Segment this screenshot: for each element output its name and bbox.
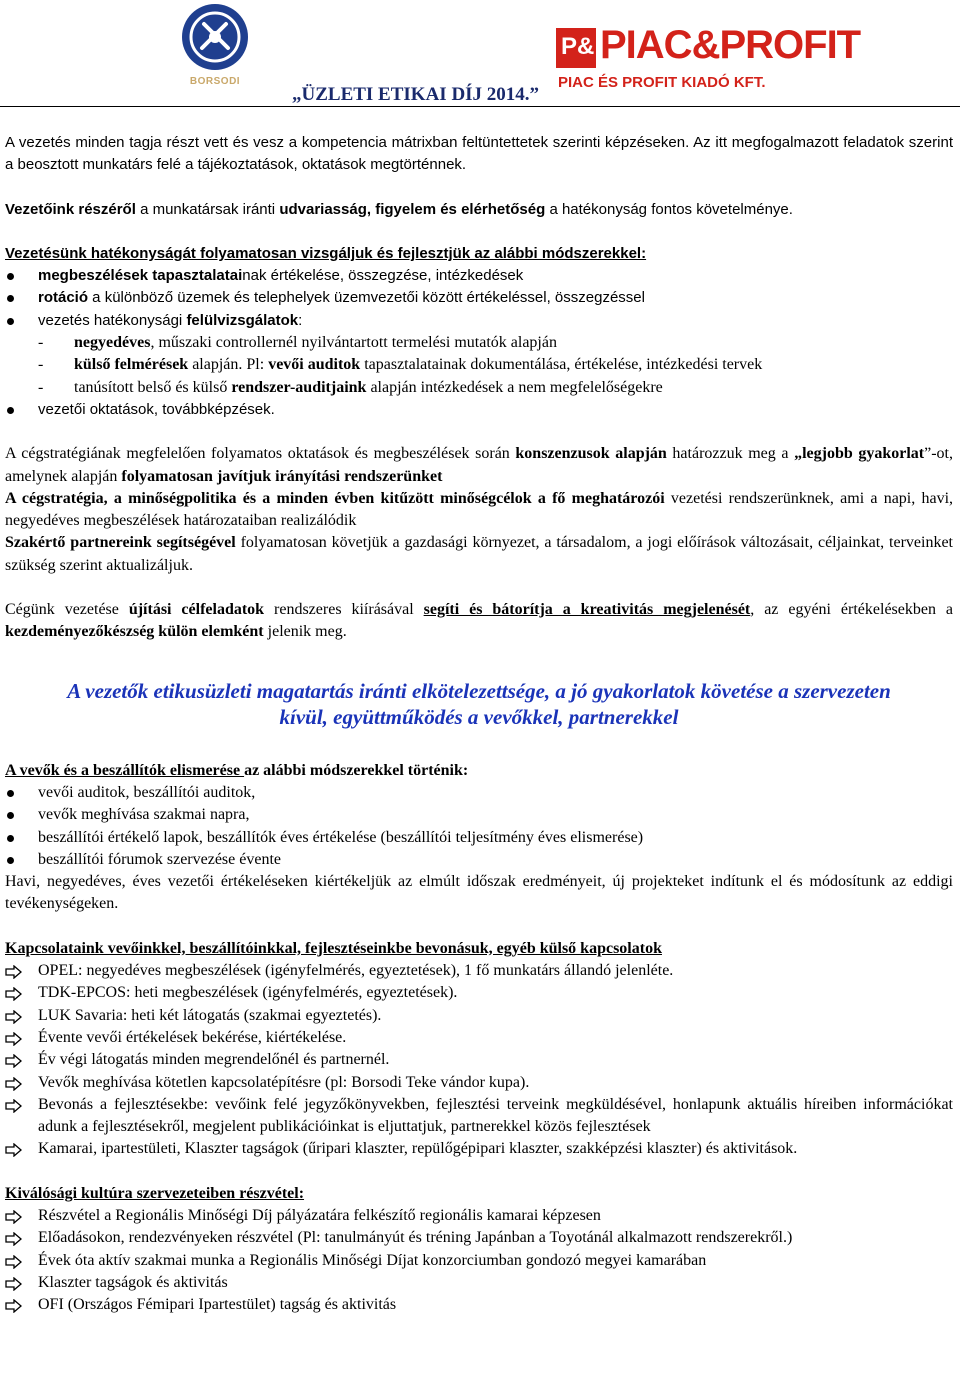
section-recognition-title: A vevők és a beszállítók elismerése az alábbi módszerekkel történik: [5, 761, 469, 779]
paragraph-innovation: Cégünk vezetése újítási célfeladatok rendszeres kiírásával segíti és bátorítja a kreativitás megjelenését, az egyéni értékelésekben a kezdeményezőkészség külön elemként jelenik meg. [5, 601, 954, 641]
recognition-list [5, 782, 953, 871]
section-excellence-title: Kiválósági kultúra szervezeteiben részvétel: [5, 1184, 305, 1202]
document-body [5, 132, 953, 1316]
list-item: megbeszélések tapasztalatainak értékelése, összegzése, intézkedések [5, 265, 953, 287]
list-item: vevői auditok, beszállítói auditok, [5, 782, 953, 804]
list-item: - tanúsított belső és külső rendszer-auditjaink alapján intézkedések a nem megfelelőségekre [38, 378, 663, 396]
paragraph-evaluation: Havi, negyedéves, éves vezetői értékeléseken kiértékeljük az elmúlt időszak eredményeit, új projekteket indítunk el és módosítunk az eddigi tevékenységeken. [5, 873, 953, 913]
paragraph-partners: Szakértő partnereink segítségével folyamatosan követjük a gazdasági környezet, a társadalom, a jogi előírások változásait, céljainkat, terveinket szükség szerint aktualizáljuk. [5, 534, 953, 574]
list-item: Vevők meghívása kötetlen kapcsolatépítésre (pl: Borsodi Teke vándor kupa). [5, 1072, 953, 1094]
excellence-list [5, 1205, 953, 1316]
list-item: Évente vevői értékelések bekérése, kiértékelése. [5, 1027, 953, 1049]
list-item: Bevonás a fejlesztésekbe: vevőink felé jegyzőkönyvekben, fejlesztési terveink megküldésével, honlapunk aktuális híreiben információkat adunk a fejlesztésekről, megjelent publikációinkat is eljuttatjuk, partnerekkel közös fejlesztések [5, 1094, 953, 1139]
arrow-right-icon [5, 1298, 23, 1320]
paragraph-courtesy: Vezetőink részéről a munkatársak iránti udvariasság, figyelem és elérhetőség a hatékonyság fontos követelménye. [5, 200, 793, 218]
paragraph-quality-goals: A cégstratégia, a minőségpolitika és a minden évben kitűzött minőségcélok a fő meghatározói vezetési rendszerünknek, ami a napi, havi, negyedéves megbeszélések határozataiban realizálódik [5, 489, 954, 530]
list-item: Kamarai, ipartestületi, Klaszter tagságok (űripari klaszter, repülőgépipari klaszter, szakképzési klaszter) és aktivitások. [5, 1138, 953, 1160]
list-item: LUK Savaria: heti két látogatás (szakmai egyeztetés). [5, 1005, 953, 1027]
list-item: Klaszter tagságok és aktivitás [5, 1272, 953, 1294]
piac-profit-name: PIAC&PROFIT [600, 23, 861, 67]
paragraph-training: A vezetés minden tagja részt vett és vesz a kompetencia mátrixban feltüntettetek szerinti képzéseken. Az itt megfogalmazott feladatok szerint a beosztott munkatárs felé a tájékoztatások, oktatások megtörténnek. [5, 134, 953, 174]
page-header [0, 0, 960, 112]
section-heading: A vezetők etikusüzleti magatartás iránti elkötelezettsége, a jó gyakorlatok követése a szervezeten kívül, együttműködés a vevőkkel, partnerekkel [67, 678, 891, 729]
borsodi-emblem-icon [182, 4, 248, 70]
list-item: OFI (Országos Fémipari Ipartestület) tagság és aktivitás [5, 1294, 953, 1316]
piac-profit-logo [556, 22, 861, 98]
borsodi-logo-text: BORSODI [189, 76, 241, 87]
list-item: vezetői oktatások, továbbképzések. [5, 399, 953, 421]
list-item: OPEL: negyedéves megbeszélések (igényfelmérés, egyeztetések), 1 fő munkatárs állandó jelenléte. [5, 960, 953, 982]
list-item: rotáció a különböző üzemek és telephelyek üzemvezetői között értékeléssel, összegzéssel [5, 287, 953, 309]
effectiveness-list [5, 265, 953, 332]
list-item: beszállítói fórumok szervezése évente [5, 849, 953, 871]
list-item: Részvétel a Regionális Minőségi Díj pályázatára felkészítő regionális kamarai képzesen [5, 1205, 953, 1227]
effectiveness-list-end [5, 399, 953, 421]
section-relations-title: Kapcsolataink vevőinkkel, beszállítóinkkal, fejlesztéseinkbe bevonásuk, egyéb külső kapcsolatok [5, 939, 662, 957]
list-item: Évek óta aktív szakmai munka a Regionális Minőségi Díjat konzorciumban gondozó megyei kamarában [5, 1250, 953, 1272]
piac-profit-subtitle: PIAC ÉS PROFIT KIADÓ KFT. [558, 74, 766, 91]
piac-profit-mark-icon: P& [556, 28, 596, 68]
borsodi-logo [182, 4, 248, 96]
list-item: TDK-EPCOS: heti megbeszélések (igényfelmérés, egyeztetések). [5, 982, 953, 1004]
award-title: „ÜZLETI ETIKAI DÍJ 2014.” [292, 84, 540, 105]
review-sublist [5, 332, 953, 399]
section-effectiveness-title: Vezetésünk hatékonyságát folyamatosan vizsgáljuk és fejlesztjük az alábbi módszerekkel: [5, 244, 647, 262]
paragraph-strategy: A cégstratégiának megfelelően folyamatos oktatások és megbeszélések során konszenzusok alapján határozzuk meg a „legjobb gyakorlat”-ot, amelynek alapján folyamatosan javítjuk irányítási rendszerünket [5, 445, 953, 485]
list-item: Év végi látogatás minden megrendelőnél és partnernél. [5, 1049, 953, 1071]
list-item: - negyedéves, műszaki controllernél nyilvántartott termelési mutatók alapján [38, 334, 557, 352]
list-item: Előadásokon, rendezvényeken részvétel (Pl: tanulmányút és tréning Japánban a Toyotánál alkalmazott rendszerekről.) [5, 1227, 953, 1249]
list-item: vevők meghívása szakmai napra, [5, 804, 953, 826]
arrow-right-icon [5, 1142, 23, 1164]
list-item: vezetés hatékonysági felülvizsgálatok: [5, 310, 953, 332]
list-item: - külső felmérések alapján. Pl: vevői auditok tapasztalatainak dokumentálása, értékelése, intézkedési tervek [38, 356, 763, 374]
relations-list [5, 960, 953, 1161]
list-item: beszállítói értékelő lapok, beszállítók éves értékelése (beszállítói teljesítmény éves elismerése) [5, 827, 953, 849]
arrow-right-icon [5, 1098, 23, 1120]
header-divider [0, 106, 960, 107]
